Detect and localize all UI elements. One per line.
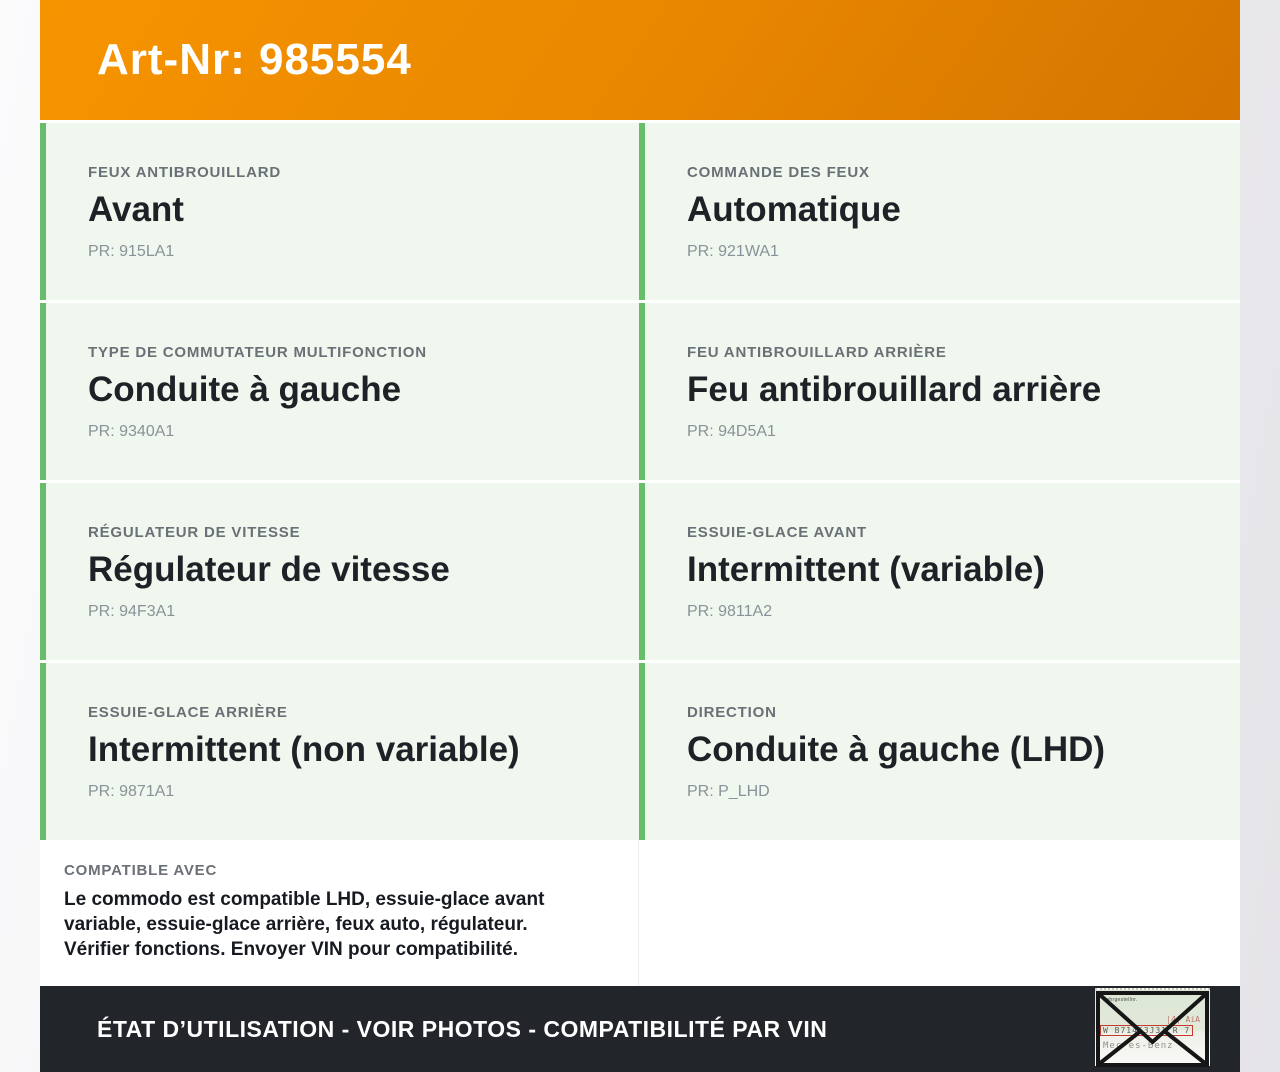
vin-doc-fragment: |4| AiA	[1166, 1015, 1200, 1024]
spec-card-value: Conduite à gauche	[88, 370, 402, 409]
footer-banner	[40, 986, 1240, 1072]
spec-card-pr-code: PR: 915LA1	[88, 243, 175, 260]
spec-card-pr-code: PR: P_LHD	[687, 783, 770, 800]
spec-card-essuie-glace-arriere	[40, 663, 639, 840]
spec-card-label: TYPE DE COMMUTATEUR MULTIFONCTION	[88, 344, 427, 361]
vin-number-highlight: W B71463J31 R 7	[1100, 1025, 1193, 1036]
spec-card-commutateur-multifonction	[40, 303, 639, 480]
spec-card-label: DIRECTION	[687, 704, 777, 721]
spec-card-value: Intermittent (variable)	[687, 550, 1045, 589]
vin-doc-label: Fahrgestellnr.	[1103, 997, 1138, 1003]
spec-card-pr-code: PR: 9811A2	[687, 603, 773, 620]
spec-card-label: ESSUIE-GLACE ARRIÈRE	[88, 704, 288, 721]
vin-envelope-image	[1095, 988, 1210, 1066]
spec-card-value: Avant	[88, 190, 184, 229]
spec-card-value: Intermittent (non variable)	[88, 730, 520, 769]
spec-card-label: FEU ANTIBROUILLARD ARRIÈRE	[687, 344, 947, 361]
spec-card-value: Conduite à gauche (LHD)	[687, 730, 1106, 769]
spec-card-commande-des-feux	[639, 123, 1240, 300]
spec-card-feux-antibrouillard	[40, 123, 639, 300]
spec-card-label: COMMANDE DES FEUX	[687, 164, 870, 181]
compatibility-card	[40, 840, 639, 986]
spec-card-direction	[639, 663, 1240, 840]
spec-card-label: FEUX ANTIBROUILLARD	[88, 164, 281, 181]
spec-card-value: Feu antibrouillard arrière	[687, 370, 1102, 409]
article-number-title: Art-Nr: 985554	[97, 35, 412, 84]
spec-card-regulateur-de-vitesse	[40, 483, 639, 660]
listing-page	[40, 0, 1240, 1072]
spec-card-grid	[40, 123, 1240, 840]
spec-card-value: Régulateur de vitesse	[88, 550, 450, 589]
spec-card-pr-code: PR: 9340A1	[88, 423, 175, 440]
spec-card-label: RÉGULATEUR DE VITESSE	[88, 524, 301, 541]
compatibility-section	[40, 840, 1240, 986]
spec-card-pr-code: PR: 921WA1	[687, 243, 779, 260]
vin-brand-text: Mec es-Benz	[1103, 1041, 1174, 1051]
spec-card-pr-code: PR: 94D5A1	[687, 423, 776, 440]
article-header	[40, 0, 1240, 120]
footer-banner-text: ÉTAT D’UTILISATION - VOIR PHOTOS - COMPATIBILITÉ PAR VIN	[97, 1015, 828, 1042]
spec-card-value: Automatique	[687, 190, 901, 229]
envelope-icon	[1095, 990, 1210, 1068]
spec-card-pr-code: PR: 9871A1	[88, 783, 175, 800]
spec-card-feu-antibrouillard-arriere	[639, 303, 1240, 480]
spec-card-essuie-glace-avant	[639, 483, 1240, 660]
compatibility-label: COMPATIBLE AVEC	[64, 862, 218, 879]
spec-card-pr-code: PR: 94F3A1	[88, 603, 176, 620]
spec-card-label: ESSUIE-GLACE AVANT	[687, 524, 867, 541]
compatibility-text: Le commodo est compatible LHD, essuie-glace avant variable, essuie-glace arrière, feux auto, régulateur. Vérifier fonctions. Envoyer VIN pour compatibilité.	[64, 889, 545, 960]
